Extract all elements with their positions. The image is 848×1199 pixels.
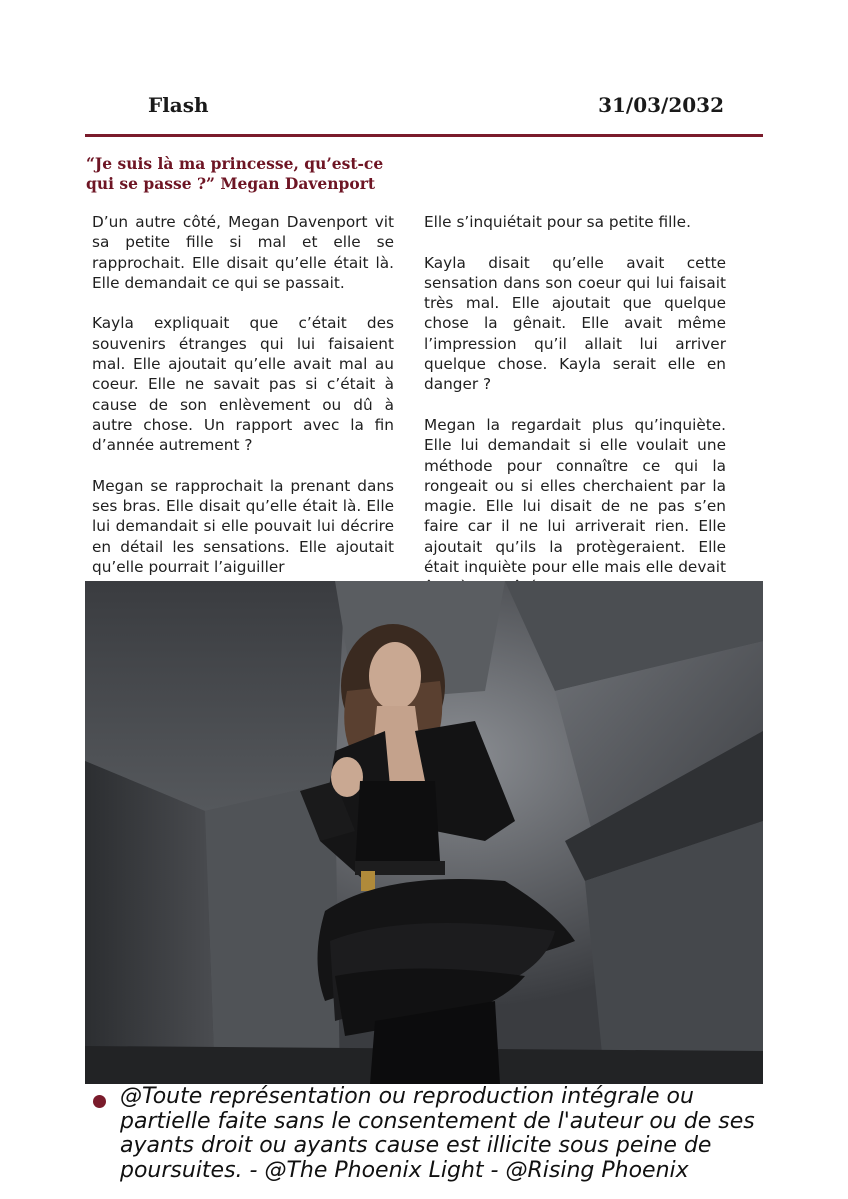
bullet-dot-icon: [93, 1095, 106, 1108]
issue-date: 31/03/2032: [598, 93, 724, 117]
paragraph: Kayla disait qu’elle avait cette sensation dans son coeur qui lui faisait très mal. Elle ajoutait que quelque chose la gênait. Elle avait même l’impression qu’il allait lui arriver quelque chose. Kayla serait elle en danger ?: [424, 253, 726, 394]
paragraph: Megan se rapprochait la prenant dans ses bras. Elle disait qu’elle était là. Elle lui demandait si elle pouvait lui décrire en détail les sensations. Elle ajoutait qu’elle pourrait l’aiguiller: [92, 476, 394, 577]
article-column-left: [92, 212, 394, 577]
header-divider: [85, 134, 763, 137]
paragraph: Kayla expliquait que c’était des souvenirs étranges qui lui faisaient mal. Elle ajoutait qu’elle avait mal au coeur. Elle ne savait pas si c’était à cause de son enlèvement ou dû à autre chose. Un rapport avec la fin d’année autrement ?: [92, 314, 394, 455]
article-column-right: [424, 212, 726, 598]
fashion-photo-illustration: [85, 581, 763, 1084]
article-photo: [85, 581, 763, 1084]
article-headline: “Je suis là ma princesse, qu’est-ce qui se passe ?” Megan Davenport: [86, 154, 384, 193]
section-title: Flash: [148, 93, 209, 117]
paragraph: D’un autre côté, Megan Davenport vit sa petite fille si mal et elle se rapprochait. Elle disait qu’elle était là. Elle demandait ce qui se passait.: [92, 213, 394, 292]
paragraph: Elle s’inquiétait pour sa petite fille.: [424, 213, 691, 231]
paragraph: Megan la regardait plus qu’inquiète. Elle lui demandait si elle voulait une méthode pour connaître ce qui la rongeait ou si elles cherchaient par la magie. Elle lui disait de ne pas s’en faire car il ne lui arriverait rien. Elle ajoutait qu’ils la protègeraient. Elle était inquiète pour elle mais elle devait: [424, 415, 726, 577]
copyright-notice: @Toute représentation ou reproduction intégrale ou partielle faite sans le consentement de l'auteur ou de ses ayants droit ou ayants cause est illicite sous peine de poursuites. - @The Phoenix Light - @Rising Phoenix: [120, 1084, 755, 1183]
